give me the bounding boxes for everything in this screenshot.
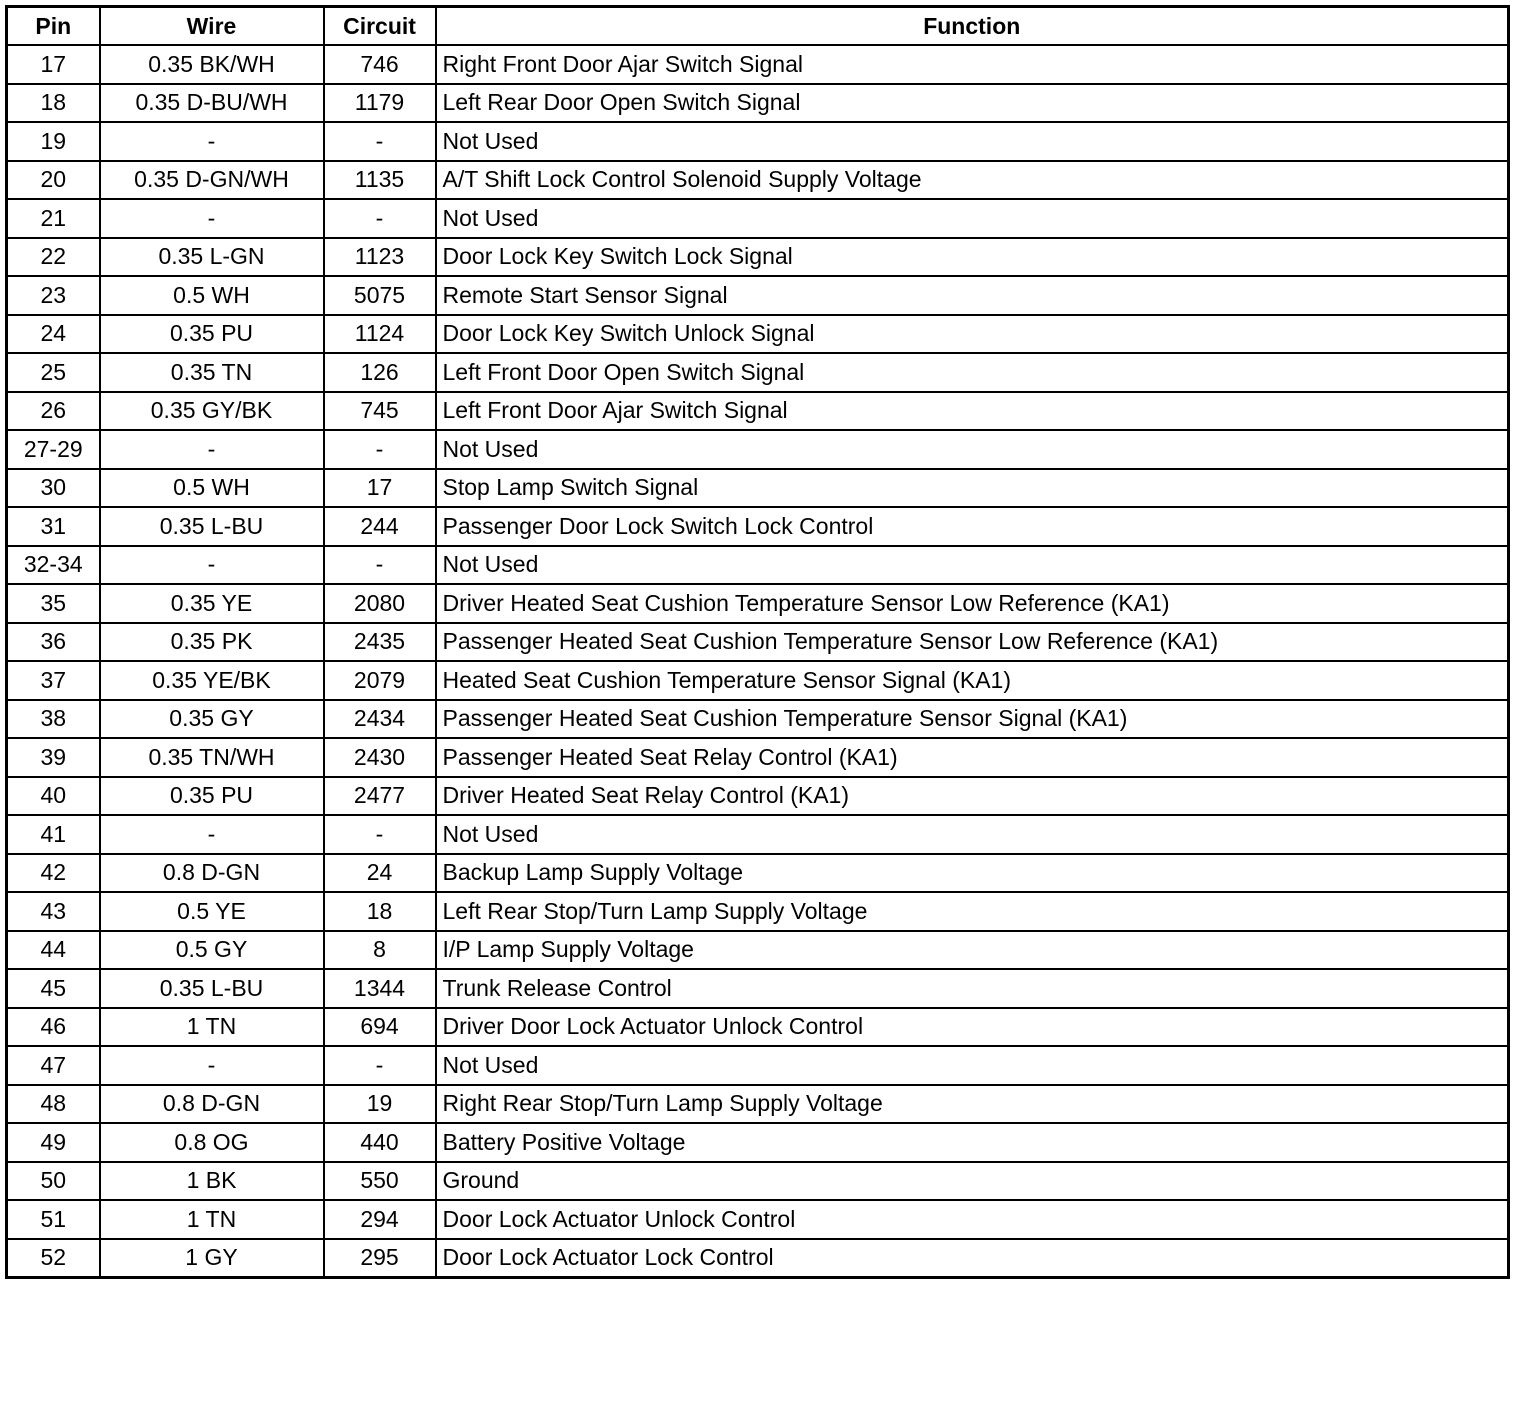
table-row <box>7 1200 1509 1239</box>
function-cell: Door Lock Actuator Lock Control <box>436 1239 1509 1278</box>
pin-cell: 44 <box>7 931 100 970</box>
circuit-cell: 440 <box>324 1123 436 1162</box>
function-cell: Left Rear Door Open Switch Signal <box>436 84 1509 123</box>
circuit-cell: 694 <box>324 1008 436 1047</box>
circuit-cell: 1135 <box>324 161 436 200</box>
circuit-cell: 8 <box>324 931 436 970</box>
circuit-cell: 746 <box>324 45 436 84</box>
table-row <box>7 854 1509 893</box>
pin-cell: 30 <box>7 469 100 508</box>
circuit-cell: 24 <box>324 854 436 893</box>
wire-cell: 0.35 PK <box>100 623 324 662</box>
circuit-cell: 2080 <box>324 584 436 623</box>
table-body <box>7 45 1509 1277</box>
wire-cell: 0.35 L-BU <box>100 969 324 1008</box>
table-row <box>7 700 1509 739</box>
function-cell: Driver Heated Seat Relay Control (KA1) <box>436 777 1509 816</box>
pin-cell: 27-29 <box>7 430 100 469</box>
header-function: Function <box>436 7 1509 46</box>
circuit-cell: 2079 <box>324 661 436 700</box>
table-row <box>7 1085 1509 1124</box>
table-row <box>7 1123 1509 1162</box>
pin-cell: 45 <box>7 969 100 1008</box>
wire-cell: - <box>100 430 324 469</box>
wire-cell: - <box>100 546 324 585</box>
table-row <box>7 122 1509 161</box>
wire-cell: 0.5 YE <box>100 892 324 931</box>
wire-cell: 0.35 D-BU/WH <box>100 84 324 123</box>
pin-cell: 52 <box>7 1239 100 1278</box>
pin-cell: 35 <box>7 584 100 623</box>
circuit-cell: 2434 <box>324 700 436 739</box>
function-cell: Not Used <box>436 430 1509 469</box>
function-cell: Stop Lamp Switch Signal <box>436 469 1509 508</box>
circuit-cell: 745 <box>324 392 436 431</box>
header-wire: Wire <box>100 7 324 46</box>
wire-cell: 0.8 OG <box>100 1123 324 1162</box>
function-cell: Trunk Release Control <box>436 969 1509 1008</box>
wire-cell: 0.35 TN/WH <box>100 738 324 777</box>
function-cell: A/T Shift Lock Control Solenoid Supply Voltage <box>436 161 1509 200</box>
table-row <box>7 84 1509 123</box>
wire-cell: - <box>100 199 324 238</box>
circuit-cell: - <box>324 546 436 585</box>
circuit-cell: - <box>324 199 436 238</box>
function-cell: Passenger Heated Seat Cushion Temperature Sensor Signal (KA1) <box>436 700 1509 739</box>
table-row <box>7 45 1509 84</box>
circuit-cell: 295 <box>324 1239 436 1278</box>
pin-cell: 23 <box>7 276 100 315</box>
pin-cell: 40 <box>7 777 100 816</box>
pin-cell: 25 <box>7 353 100 392</box>
pin-cell: 37 <box>7 661 100 700</box>
function-cell: Door Lock Key Switch Lock Signal <box>436 238 1509 277</box>
pin-cell: 21 <box>7 199 100 238</box>
table-row <box>7 161 1509 200</box>
table-row <box>7 892 1509 931</box>
table-row <box>7 199 1509 238</box>
circuit-cell: 2477 <box>324 777 436 816</box>
table-row <box>7 661 1509 700</box>
function-cell: Backup Lamp Supply Voltage <box>436 854 1509 893</box>
pin-cell: 49 <box>7 1123 100 1162</box>
circuit-cell: 18 <box>324 892 436 931</box>
table-row <box>7 1239 1509 1278</box>
wire-cell: 0.35 L-BU <box>100 507 324 546</box>
table-row <box>7 392 1509 431</box>
circuit-cell: - <box>324 1046 436 1085</box>
circuit-cell: 244 <box>324 507 436 546</box>
table-row <box>7 931 1509 970</box>
circuit-cell: 294 <box>324 1200 436 1239</box>
connector-pinout-table <box>5 5 1510 1279</box>
circuit-cell: - <box>324 430 436 469</box>
circuit-cell: 550 <box>324 1162 436 1201</box>
function-cell: Not Used <box>436 122 1509 161</box>
wire-cell: 1 BK <box>100 1162 324 1201</box>
pin-cell: 18 <box>7 84 100 123</box>
table-row <box>7 430 1509 469</box>
pin-cell: 26 <box>7 392 100 431</box>
pin-cell: 19 <box>7 122 100 161</box>
pin-cell: 46 <box>7 1008 100 1047</box>
pin-cell: 22 <box>7 238 100 277</box>
function-cell: Passenger Heated Seat Relay Control (KA1) <box>436 738 1509 777</box>
function-cell: Not Used <box>436 199 1509 238</box>
function-cell: Right Rear Stop/Turn Lamp Supply Voltage <box>436 1085 1509 1124</box>
function-cell: Door Lock Actuator Unlock Control <box>436 1200 1509 1239</box>
table-row <box>7 815 1509 854</box>
pin-cell: 43 <box>7 892 100 931</box>
wire-cell: 0.35 YE <box>100 584 324 623</box>
wire-cell: 0.35 YE/BK <box>100 661 324 700</box>
pin-cell: 36 <box>7 623 100 662</box>
table-row <box>7 1162 1509 1201</box>
wire-cell: 0.8 D-GN <box>100 1085 324 1124</box>
circuit-cell: 126 <box>324 353 436 392</box>
function-cell: Passenger Door Lock Switch Lock Control <box>436 507 1509 546</box>
circuit-cell: 2435 <box>324 623 436 662</box>
function-cell: Ground <box>436 1162 1509 1201</box>
wire-cell: 0.35 PU <box>100 777 324 816</box>
circuit-cell: 5075 <box>324 276 436 315</box>
table-row <box>7 777 1509 816</box>
wire-cell: - <box>100 815 324 854</box>
table-row <box>7 238 1509 277</box>
function-cell: Heated Seat Cushion Temperature Sensor Signal (KA1) <box>436 661 1509 700</box>
function-cell: Door Lock Key Switch Unlock Signal <box>436 315 1509 354</box>
wire-cell: 0.35 GY/BK <box>100 392 324 431</box>
table-row <box>7 969 1509 1008</box>
circuit-cell: 17 <box>324 469 436 508</box>
function-cell: I/P Lamp Supply Voltage <box>436 931 1509 970</box>
pin-cell: 48 <box>7 1085 100 1124</box>
wire-cell: 1 GY <box>100 1239 324 1278</box>
table-row <box>7 507 1509 546</box>
wire-cell: - <box>100 1046 324 1085</box>
wire-cell: 0.35 TN <box>100 353 324 392</box>
circuit-cell: - <box>324 122 436 161</box>
wire-cell: 1 TN <box>100 1200 324 1239</box>
pin-cell: 39 <box>7 738 100 777</box>
pin-cell: 17 <box>7 45 100 84</box>
circuit-cell: 19 <box>324 1085 436 1124</box>
table-row <box>7 546 1509 585</box>
wire-cell: 0.5 WH <box>100 276 324 315</box>
circuit-cell: 1124 <box>324 315 436 354</box>
wire-cell: 0.35 D-GN/WH <box>100 161 324 200</box>
table-row <box>7 1008 1509 1047</box>
wire-cell: 0.8 D-GN <box>100 854 324 893</box>
circuit-cell: 1344 <box>324 969 436 1008</box>
wire-cell: 1 TN <box>100 1008 324 1047</box>
wire-cell: 0.35 PU <box>100 315 324 354</box>
pin-cell: 42 <box>7 854 100 893</box>
function-cell: Not Used <box>436 1046 1509 1085</box>
header-circuit: Circuit <box>324 7 436 46</box>
function-cell: Driver Heated Seat Cushion Temperature Sensor Low Reference (KA1) <box>436 584 1509 623</box>
table-row <box>7 738 1509 777</box>
wire-cell: 0.35 BK/WH <box>100 45 324 84</box>
pin-cell: 51 <box>7 1200 100 1239</box>
header-pin: Pin <box>7 7 100 46</box>
pin-cell: 31 <box>7 507 100 546</box>
pin-cell: 50 <box>7 1162 100 1201</box>
function-cell: Right Front Door Ajar Switch Signal <box>436 45 1509 84</box>
wire-cell: 0.5 GY <box>100 931 324 970</box>
table-row <box>7 584 1509 623</box>
pin-cell: 32-34 <box>7 546 100 585</box>
circuit-cell: 1123 <box>324 238 436 277</box>
wire-cell: 0.35 GY <box>100 700 324 739</box>
function-cell: Battery Positive Voltage <box>436 1123 1509 1162</box>
pin-cell: 24 <box>7 315 100 354</box>
pin-cell: 47 <box>7 1046 100 1085</box>
table-row <box>7 1046 1509 1085</box>
pin-cell: 20 <box>7 161 100 200</box>
pin-cell: 38 <box>7 700 100 739</box>
table-row <box>7 623 1509 662</box>
pin-cell: 41 <box>7 815 100 854</box>
function-cell: Left Front Door Open Switch Signal <box>436 353 1509 392</box>
table-row <box>7 276 1509 315</box>
circuit-cell: 2430 <box>324 738 436 777</box>
function-cell: Driver Door Lock Actuator Unlock Control <box>436 1008 1509 1047</box>
table-row <box>7 469 1509 508</box>
table-row <box>7 315 1509 354</box>
function-cell: Passenger Heated Seat Cushion Temperature Sensor Low Reference (KA1) <box>436 623 1509 662</box>
function-cell: Remote Start Sensor Signal <box>436 276 1509 315</box>
wire-cell: - <box>100 122 324 161</box>
table-header-row <box>7 7 1509 46</box>
function-cell: Not Used <box>436 546 1509 585</box>
function-cell: Left Front Door Ajar Switch Signal <box>436 392 1509 431</box>
table-row <box>7 353 1509 392</box>
wire-cell: 0.5 WH <box>100 469 324 508</box>
circuit-cell: 1179 <box>324 84 436 123</box>
function-cell: Left Rear Stop/Turn Lamp Supply Voltage <box>436 892 1509 931</box>
function-cell: Not Used <box>436 815 1509 854</box>
circuit-cell: - <box>324 815 436 854</box>
wire-cell: 0.35 L-GN <box>100 238 324 277</box>
